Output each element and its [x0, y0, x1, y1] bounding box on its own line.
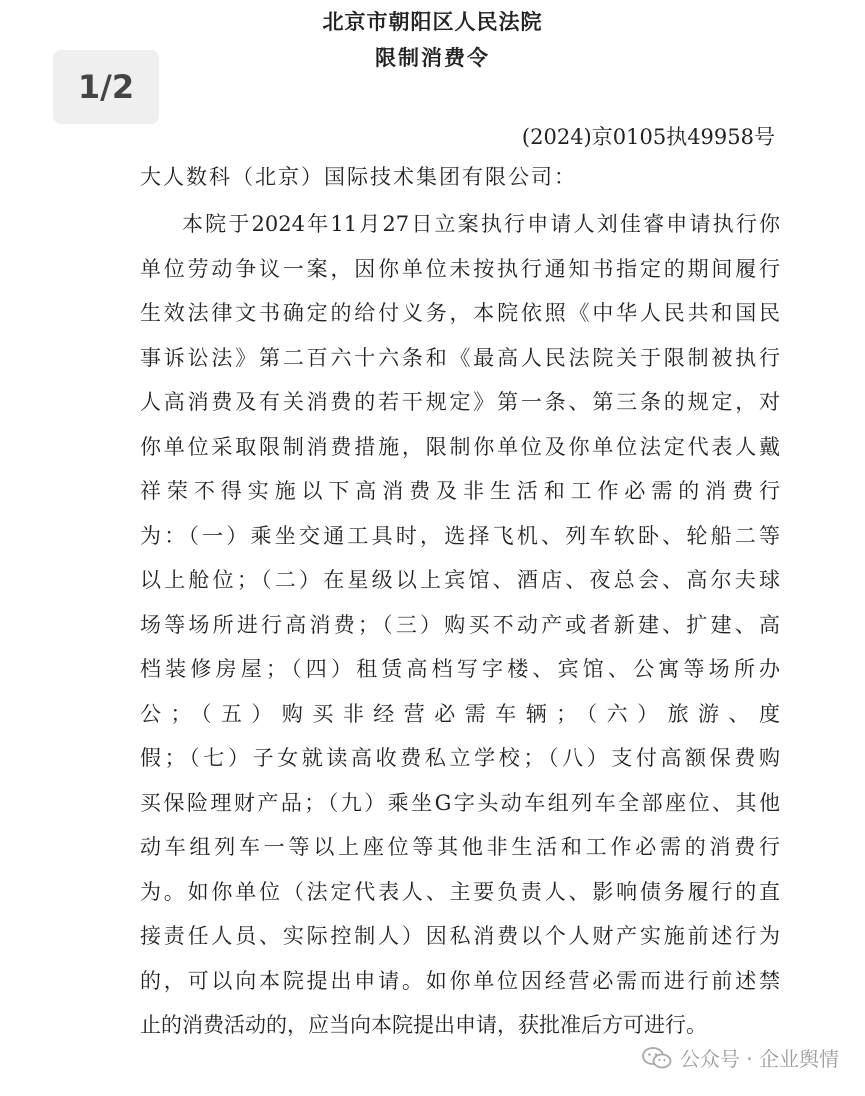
document-body	[140, 202, 780, 1048]
body-line: 的，可以向本院提出申请。如你单位因经营必需而进行前述禁	[140, 968, 780, 993]
body-line: 场等场所进行高消费；（三）购买不动产或者新建、扩建、高	[140, 612, 780, 637]
body-line: 公；（五）购买非经营必需车辆；（六）旅游、度	[140, 701, 780, 726]
page-indicator-badge: 1/2	[53, 50, 159, 124]
court-name: 北京市朝阳区人民法院	[322, 10, 543, 34]
addressee: 大人数科（北京）国际技术集团有限公司：	[140, 165, 577, 189]
body-line: 为：（一）乘坐交通工具时，选择飞机、列车软卧、轮船二等	[140, 523, 780, 548]
body-line: 为。如你单位（法定代表人、主要负责人、影响债务履行的直	[140, 879, 780, 904]
body-line: 本院于2024年11月27日立案执行申请人刘佳睿申请执行你	[182, 212, 780, 236]
body-line: 生效法律文书确定的给付义务，本院依照《中华人民共和国民	[140, 301, 780, 325]
body-line: 单位劳动争议一案，因你单位未按执行通知书指定的期间履行	[140, 256, 780, 281]
body-line: 事诉讼法》第二百六十六条和《最高人民法院关于限制被执行	[140, 345, 780, 370]
body-line: 人高消费及有关消费的若干规定》第一条、第三条的规定，对	[140, 390, 780, 414]
body-line: 止的消费活动的，应当向本院提出申请，获批准后方可进行。	[140, 1013, 707, 1037]
body-line: 你单位采取限制消费措施，限制你单位及你单位法定代表人戴	[140, 434, 780, 459]
body-line: 动车组列车一等以上座位等其他非生活和工作必需的消费行	[140, 835, 780, 859]
watermark	[642, 1043, 839, 1072]
body-line: 接责任人员、实际控制人）因私消费以个人财产实施前述行为	[140, 924, 780, 948]
body-line: 档装修房屋；（四）租赁高档写字楼、宾馆、公寓等场所办	[140, 657, 780, 681]
body-line: 以上舱位；（二）在星级以上宾馆、酒店、夜总会、高尔夫球	[140, 568, 780, 592]
body-line: 假；（七）子女就读高收费私立学校；（八）支付高额保费购	[140, 746, 780, 770]
watermark-text: 公众号 · 企业舆情	[679, 1047, 839, 1071]
body-line: 祥荣不得实施以下高消费及非生活和工作必需的消费行	[140, 479, 780, 503]
document-title: 限制消费令	[375, 46, 490, 70]
wechat-icon	[642, 1047, 672, 1069]
body-line: 买保险理财产品；（九）乘坐G字头动车组列车全部座位、其他	[140, 790, 780, 815]
case-number: (2024)京0105执49958号	[521, 125, 775, 149]
